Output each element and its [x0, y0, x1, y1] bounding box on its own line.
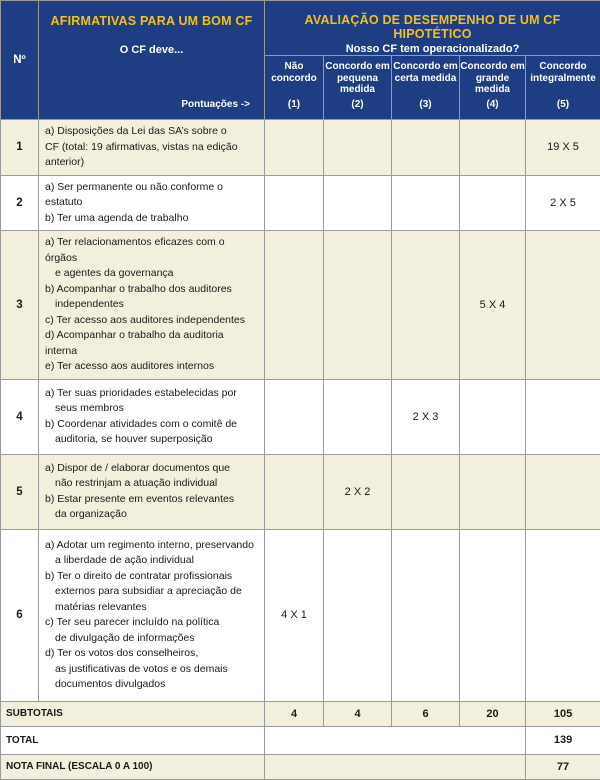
total-value: 139 — [526, 726, 600, 754]
column-header-1 — [265, 56, 324, 120]
final-grade-value: 77 — [526, 754, 600, 779]
statement-line: CF (total: 19 afirmativas, vistas na edição — [45, 140, 258, 156]
subtotal-value-2: 4 — [324, 701, 392, 726]
row-statements — [39, 529, 265, 701]
row-number: 4 — [1, 379, 39, 454]
score-cell-4 — [460, 175, 526, 231]
left-title: AFIRMATIVAS PARA UM BOM CF — [39, 14, 264, 28]
column-header-2 — [324, 56, 392, 120]
statement-line: a) Disposições da Lei das SA’s sobre o — [45, 124, 258, 140]
score-cell-4 — [460, 454, 526, 529]
statement-line: de divulgação de informações — [45, 631, 258, 647]
column-num-4: (4) — [460, 99, 525, 111]
statement-line: documentos divulgados — [45, 677, 258, 693]
score-cell-2 — [324, 529, 392, 701]
statement-line: anterior) — [45, 155, 258, 171]
subtotals-row — [1, 701, 600, 726]
subtotal-value-4: 20 — [460, 701, 526, 726]
row-statements — [39, 175, 265, 231]
subtotal-value-5: 105 — [526, 701, 600, 726]
score-cell-1 — [265, 379, 324, 454]
score-cell-5 — [526, 454, 600, 529]
row-statements — [39, 120, 265, 176]
statement-line: e agentes da governança — [45, 266, 258, 282]
column-num-2: (2) — [324, 99, 391, 111]
score-cell-2 — [324, 120, 392, 176]
statement-line: a liberdade de ação individual — [45, 553, 258, 569]
statement-line: matérias relevantes — [45, 600, 258, 616]
right-title: AVALIAÇÃO DE DESEMPENHO DE UM CF HIPOTÉTICO — [265, 13, 600, 41]
statement-line: c) Ter acesso aos auditores independentes — [45, 313, 258, 329]
column-num-5: (5) — [526, 99, 600, 111]
statement-line: a) Ter suas prioridades estabelecidas por — [45, 386, 258, 402]
column-label-3: Concordo em certa medida — [392, 61, 459, 99]
score-cell-2 — [324, 175, 392, 231]
score-cell-3 — [392, 454, 460, 529]
score-cell-2: 2 X 2 — [324, 454, 392, 529]
table-row — [1, 120, 600, 176]
header-right-cell — [265, 1, 600, 56]
statement-line: b) Coordenar atividades com o comitê de — [45, 417, 258, 433]
score-cell-3 — [392, 231, 460, 380]
table-row — [1, 529, 600, 701]
score-cell-5: 2 X 5 — [526, 175, 600, 231]
statement-line: a) Adotar um regimento interno, preservando — [45, 538, 258, 554]
statement-line: c) Ter seu parecer incluído na política — [45, 615, 258, 631]
score-cell-1 — [265, 120, 324, 176]
row-statements — [39, 231, 265, 380]
column-label-5: Concordo integralmente — [526, 61, 600, 99]
statement-line: d) Ter os votos dos conselheiros, — [45, 646, 258, 662]
statement-line: as justificativas de votos e os demais — [45, 662, 258, 678]
row-statements — [39, 454, 265, 529]
statement-line: não restrinjam a atuação individual — [45, 476, 258, 492]
row-number: 3 — [1, 231, 39, 380]
table-row — [1, 454, 600, 529]
score-cell-5 — [526, 379, 600, 454]
column-label-2: Concordo em pequena medida — [324, 61, 391, 99]
score-cell-1 — [265, 175, 324, 231]
score-cell-3 — [392, 529, 460, 701]
subtotal-value-3: 6 — [392, 701, 460, 726]
score-cell-3 — [392, 175, 460, 231]
score-cell-4 — [460, 529, 526, 701]
final-grade-label: NOTA FINAL (ESCALA 0 A 100) — [1, 754, 265, 779]
row-number: 5 — [1, 454, 39, 529]
column-label-4: Concordo em grande medida — [460, 61, 525, 99]
score-cell-4: 5 X 4 — [460, 231, 526, 380]
total-spacer — [265, 726, 526, 754]
row-number: 6 — [1, 529, 39, 701]
total-row — [1, 726, 600, 754]
column-num-1: (1) — [265, 99, 323, 111]
score-cell-5: 19 X 5 — [526, 120, 600, 176]
header-number-label: Nº — [1, 1, 39, 120]
statement-line: seus membros — [45, 401, 258, 417]
column-num-3: (3) — [392, 99, 459, 111]
row-statements — [39, 379, 265, 454]
column-header-5 — [526, 56, 600, 120]
score-cell-2 — [324, 231, 392, 380]
statement-line: d) Acompanhar o trabalho da auditoria interna — [45, 328, 258, 359]
statement-line: a) Ser permanente ou não conforme o estatuto — [45, 180, 258, 211]
right-subtitle: Nosso CF tem operacionalizado? — [265, 43, 600, 55]
scores-label: Pontuações -> — [181, 99, 250, 110]
score-cell-3 — [392, 120, 460, 176]
score-cell-5 — [526, 231, 600, 380]
row-number: 2 — [1, 175, 39, 231]
score-cell-3: 2 X 3 — [392, 379, 460, 454]
subtotals-label: SUBTOTAIS — [1, 701, 265, 726]
header-row-top — [1, 1, 600, 56]
statement-line: b) Estar presente em eventos relevantes — [45, 492, 258, 508]
left-subtitle: O CF deve... — [39, 44, 264, 56]
statement-line: b) Ter o direito de contratar profissionais — [45, 569, 258, 585]
score-cell-1 — [265, 231, 324, 380]
row-number: 1 — [1, 120, 39, 176]
table-row — [1, 231, 600, 380]
score-cell-1: 4 X 1 — [265, 529, 324, 701]
column-label-1: Não concordo — [265, 61, 323, 99]
score-cell-1 — [265, 454, 324, 529]
score-cell-2 — [324, 379, 392, 454]
total-label: TOTAL — [1, 726, 265, 754]
statement-line: b) Ter uma agenda de trabalho — [45, 211, 258, 227]
score-cell-5 — [526, 529, 600, 701]
final-grade-row — [1, 754, 600, 779]
statement-line: b) Acompanhar o trabalho dos auditores — [45, 282, 258, 298]
score-cell-4 — [460, 379, 526, 454]
table-row — [1, 175, 600, 231]
subtotal-value-1: 4 — [265, 701, 324, 726]
final-grade-spacer — [265, 754, 526, 779]
statement-line: externos para subsidiar a apreciação de — [45, 584, 258, 600]
column-header-4 — [460, 56, 526, 120]
column-header-3 — [392, 56, 460, 120]
statement-line: e) Ter acesso aos auditores internos — [45, 359, 258, 375]
statement-line: independentes — [45, 297, 258, 313]
statement-line: da organização — [45, 507, 258, 523]
statement-line: auditoria, se houver superposição — [45, 432, 258, 448]
table-row — [1, 379, 600, 454]
score-cell-4 — [460, 120, 526, 176]
header-left-cell — [39, 1, 265, 120]
statement-line: a) Dispor de / elaborar documentos que — [45, 461, 258, 477]
statement-line: a) Ter relacionamentos eficazes com o órgãos — [45, 235, 258, 266]
